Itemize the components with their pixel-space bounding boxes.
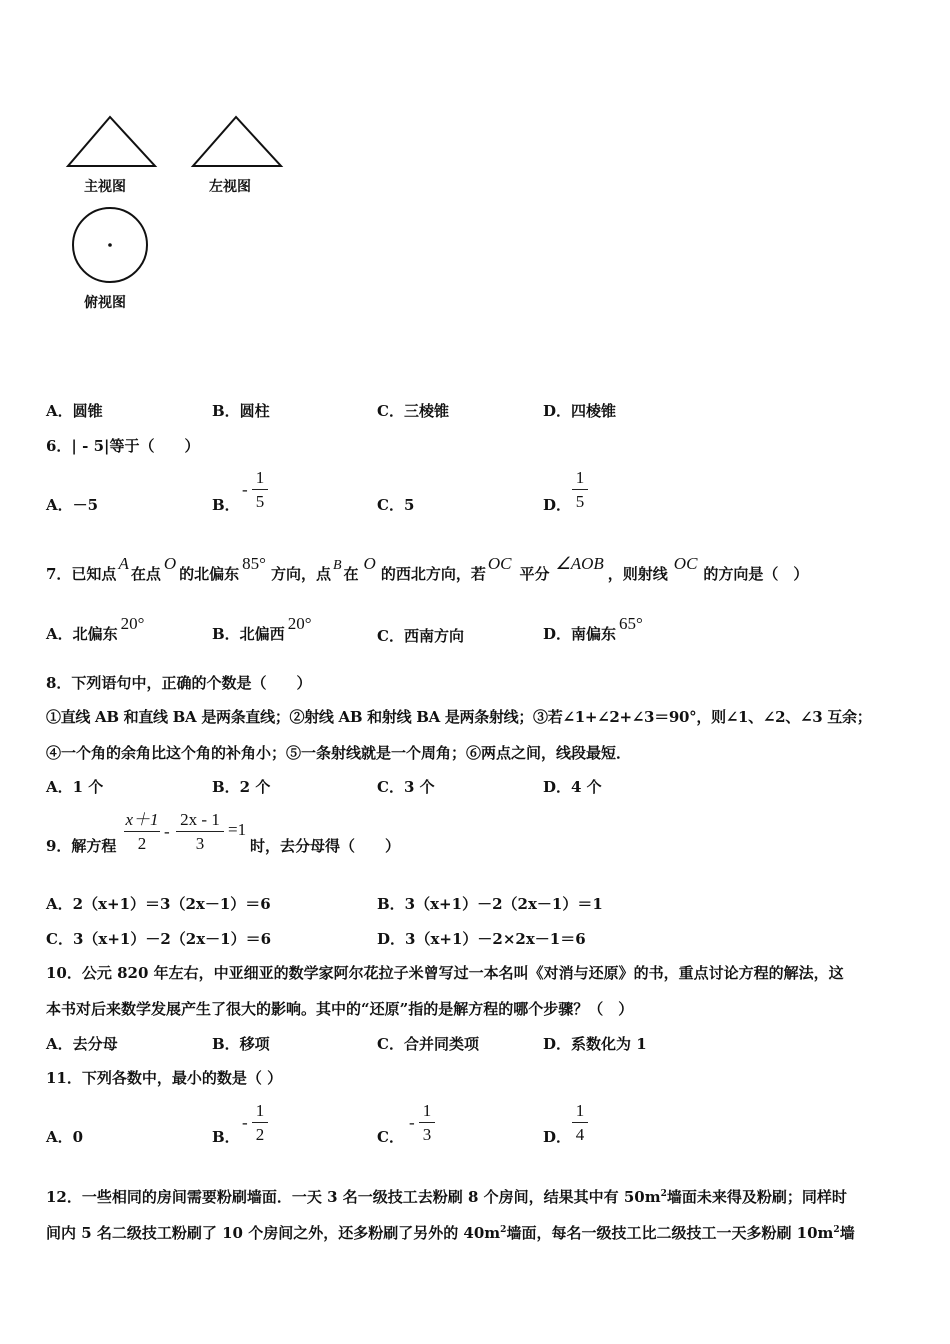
q7-option-d-text: D．南偏东 xyxy=(543,625,617,643)
fraction-denominator: 4 xyxy=(575,1125,585,1144)
q9-fraction-2 xyxy=(176,810,224,854)
q6-stem: 6．| - 5|等于（ ） xyxy=(46,437,200,455)
fraction-denominator: 5 xyxy=(575,492,585,511)
q7-angle-aob: ∠AOB xyxy=(555,554,604,573)
fraction-denominator: 2 xyxy=(137,834,147,853)
q11-option-b-label: B． xyxy=(212,1128,240,1146)
q9-option-c: C．3（x+1）－2（2x－1）＝6 xyxy=(46,930,272,948)
q6-option-b-sign: - xyxy=(242,480,248,499)
q10-option-c: C．合并同类项 xyxy=(377,1035,479,1053)
q11-option-a: A．0 xyxy=(46,1128,84,1146)
q7-option-a-angle: 20° xyxy=(120,614,145,633)
q9-tail: 时，去分母得（ ） xyxy=(250,837,401,855)
fraction-numerator: 1 xyxy=(575,1101,585,1120)
q8-line-2: ④一个角的余角比这个角的补角小；⑤一条射线就是一个周角；⑥两点之间，线段最短． xyxy=(46,744,632,762)
q5-option-d: D．四棱锥 xyxy=(543,402,617,420)
q7-text-9: 的方向是（ ） xyxy=(703,565,809,583)
q12-line-2 xyxy=(46,1222,855,1243)
fraction-numerator: 2x - 1 xyxy=(180,810,220,829)
q12-line-2-text-c: 墙 xyxy=(839,1224,855,1242)
q12-line-2-text-a: 间内 5 名二级技工粉刷了 10 个房间之外，还多粉刷了另外的 40m xyxy=(46,1224,501,1242)
top-view-label: 俯视图 xyxy=(84,295,126,311)
q12-line-2-text-b: 墙面，每名一级技工比二级技工一天多粉刷 10m xyxy=(506,1224,834,1242)
q10-option-b: B．移项 xyxy=(212,1035,270,1053)
q7-stem xyxy=(46,552,808,598)
fraction-numerator: x＋1 xyxy=(125,810,159,829)
q9-option-d: D．3（x+1）－2×2x－1＝6 xyxy=(377,930,586,948)
q12-line-2-superscript-2: 2 xyxy=(833,1225,840,1235)
q8-option-b: B．2 个 xyxy=(212,778,271,796)
q7-ray-oc-2: OC xyxy=(673,554,698,573)
fraction-denominator: 3 xyxy=(422,1125,432,1144)
left-view-label: 左视图 xyxy=(209,179,251,195)
q11-option-c-sign: - xyxy=(409,1113,415,1132)
q10-line-1: 10．公元 820 年左右，中亚细亚的数学家阿尔花拉子米曾写过一本名叫《对消与还原》的书，重点讨论方程的解法，这 xyxy=(46,964,844,982)
fraction-bar xyxy=(124,831,160,832)
q7-option-c: C．西南方向 xyxy=(377,627,464,645)
fraction-bar xyxy=(572,489,588,490)
q7-option-d xyxy=(543,614,643,654)
q11-option-d-label: D． xyxy=(543,1128,572,1146)
q6-option-b-fraction xyxy=(252,468,268,512)
fraction-denominator: 3 xyxy=(195,834,205,853)
q8-line-1: ①直线 AB 和直线 BA 是两条直线；②射线 AB 和射线 BA 是两条射线；③若∠1+∠2+∠3＝90°，则∠1、∠2、∠3 互余； xyxy=(46,708,872,726)
q12-line-1-text-a: 12．一些相同的房间需要粉刷墙面．一天 3 名一级技工去粉刷 8 个房间，结果其中有 50m xyxy=(46,1188,661,1206)
q9-option-a: A．2（x+1）＝3（2x－1）＝6 xyxy=(46,895,271,913)
fraction-denominator: 5 xyxy=(255,492,265,511)
q10-line-2: 本书对后来数学发展产生了很大的影响。其中的“还原”指的是解方程的哪个步骤？（ ） xyxy=(46,1000,634,1018)
q7-text-3: 的北偏东 xyxy=(179,565,240,583)
q7-text-7: 平分 xyxy=(519,565,550,583)
q5-option-a: A．圆锥 xyxy=(46,402,103,420)
fraction-numerator: 1 xyxy=(255,1101,265,1120)
q6-option-d-fraction xyxy=(572,468,588,512)
top-view-center-dot xyxy=(108,243,112,247)
fraction-numerator: 1 xyxy=(255,468,265,487)
q7-option-b xyxy=(212,614,312,654)
q6-option-b-label: B． xyxy=(212,496,240,514)
q7-option-b-angle: 20° xyxy=(287,614,312,633)
fraction-numerator: 1 xyxy=(575,468,585,487)
q12-line-1-superscript: 2 xyxy=(660,1189,667,1199)
q9-rhs: =1 xyxy=(228,820,247,839)
q7-point-o-2: O xyxy=(363,554,376,573)
left-view-triangle xyxy=(193,117,281,166)
q10-option-a: A．去分母 xyxy=(46,1035,118,1053)
q7-option-d-angle: 65° xyxy=(619,614,643,633)
q11-option-c-label: C． xyxy=(377,1128,404,1146)
q7-ray-oc: OC xyxy=(487,554,512,573)
q12-line-1 xyxy=(46,1186,847,1207)
q12-line-2-superscript-1: 2 xyxy=(500,1225,507,1235)
q5-option-c: C．三棱锥 xyxy=(377,402,449,420)
q6-option-d-label: D． xyxy=(543,496,572,514)
fraction-bar xyxy=(252,1122,268,1123)
q11-stem: 11．下列各数中，最小的数是（ ） xyxy=(46,1069,283,1087)
q7-text-6: 的西北方向，若 xyxy=(380,565,486,583)
fraction-bar xyxy=(572,1122,588,1123)
q11-option-b-fraction xyxy=(252,1101,268,1145)
q8-option-c: C．3 个 xyxy=(377,778,435,796)
q7-point-b: B xyxy=(332,558,342,573)
q6-option-a: A．－5 xyxy=(46,496,99,514)
fraction-bar xyxy=(252,489,268,490)
q7-option-a xyxy=(46,614,144,654)
q9-fraction-1 xyxy=(124,810,160,854)
q11-option-d-fraction xyxy=(572,1101,588,1145)
front-view-triangle xyxy=(68,117,155,166)
q7-text-4: 方向，点 xyxy=(270,565,331,583)
q8-stem: 8．下列语句中，正确的个数是（ ） xyxy=(46,674,312,692)
q10-option-d: D．系数化为 1 xyxy=(543,1035,647,1053)
q7-text-8: ，则射线 xyxy=(607,565,668,583)
q8-option-a: A．1 个 xyxy=(46,778,104,796)
q9-option-b: B．3（x+1）－2（2x－1）＝1 xyxy=(377,895,603,913)
fraction-denominator: 2 xyxy=(255,1125,265,1144)
fraction-numerator: 1 xyxy=(422,1101,432,1120)
q11-option-b-sign: - xyxy=(242,1113,248,1132)
q7-text-5: 在 xyxy=(343,565,359,583)
q7-text-1: 7．已知点 xyxy=(46,565,117,583)
q7-option-b-text: B．北偏西 xyxy=(212,625,285,643)
front-view-label: 主视图 xyxy=(84,179,126,195)
q7-point-a: A xyxy=(118,554,129,573)
fraction-bar xyxy=(176,831,224,832)
q7-option-a-text: A．北偏东 xyxy=(46,625,118,643)
q11-option-c-fraction xyxy=(419,1101,435,1145)
q7-text-2: 在点 xyxy=(130,565,161,583)
q6-option-c: C．5 xyxy=(377,496,415,514)
q7-point-o: O xyxy=(163,554,177,573)
three-view-figure xyxy=(60,110,300,310)
q12-line-1-text-b: 墙面未来得及粉刷；同样时 xyxy=(666,1188,847,1206)
fraction-bar xyxy=(419,1122,435,1123)
q9-label: 9．解方程 xyxy=(46,837,117,855)
q9-minus-sign: - xyxy=(164,822,170,841)
q8-option-d: D．4 个 xyxy=(543,778,602,796)
q5-option-b: B．圆柱 xyxy=(212,402,270,420)
q7-angle-85: 85° xyxy=(242,554,266,573)
